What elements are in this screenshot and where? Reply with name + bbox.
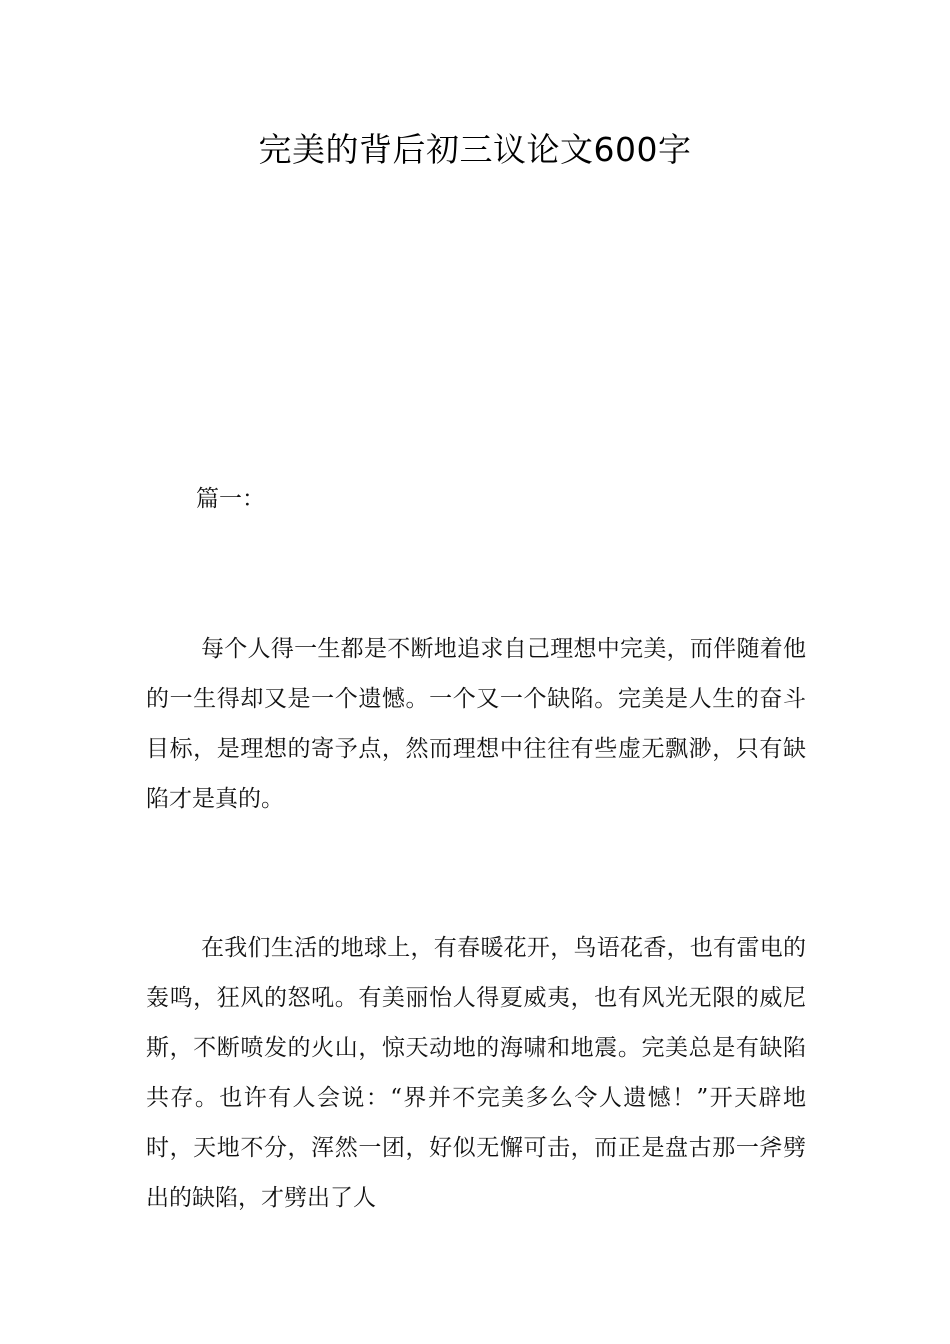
paragraph-2: 在我们生活的地球上，有春暖花开，鸟语花香，也有雷电的轰鸣，狂风的怒吼。有美丽怡人得夏威夷，也有风光无限的威尼斯，不断喷发的火山，惊天动地的海啸和地震。完美总是有缺陷共存。也许有人会说：“界并不完美多么令人遗憾！”开天辟地时，天地不分，浑然一团，好似无懈可击，而正是盘古那一斧劈出的缺陷，才劈出了人 [146,935,806,1211]
document-title: 完美的背后初三议论文600字 [258,130,692,169]
paragraph-1: 每个人得一生都是不断地追求自己理想中完美，而伴随着他的一生得却又是一个遗憾。一个又一个缺陷。完美是人生的奋斗目标，是理想的寄予点，然而理想中往往有些虚无飘渺，只有缺陷才是真的。 [146,636,806,812]
section-heading: 篇一： [196,486,265,512]
